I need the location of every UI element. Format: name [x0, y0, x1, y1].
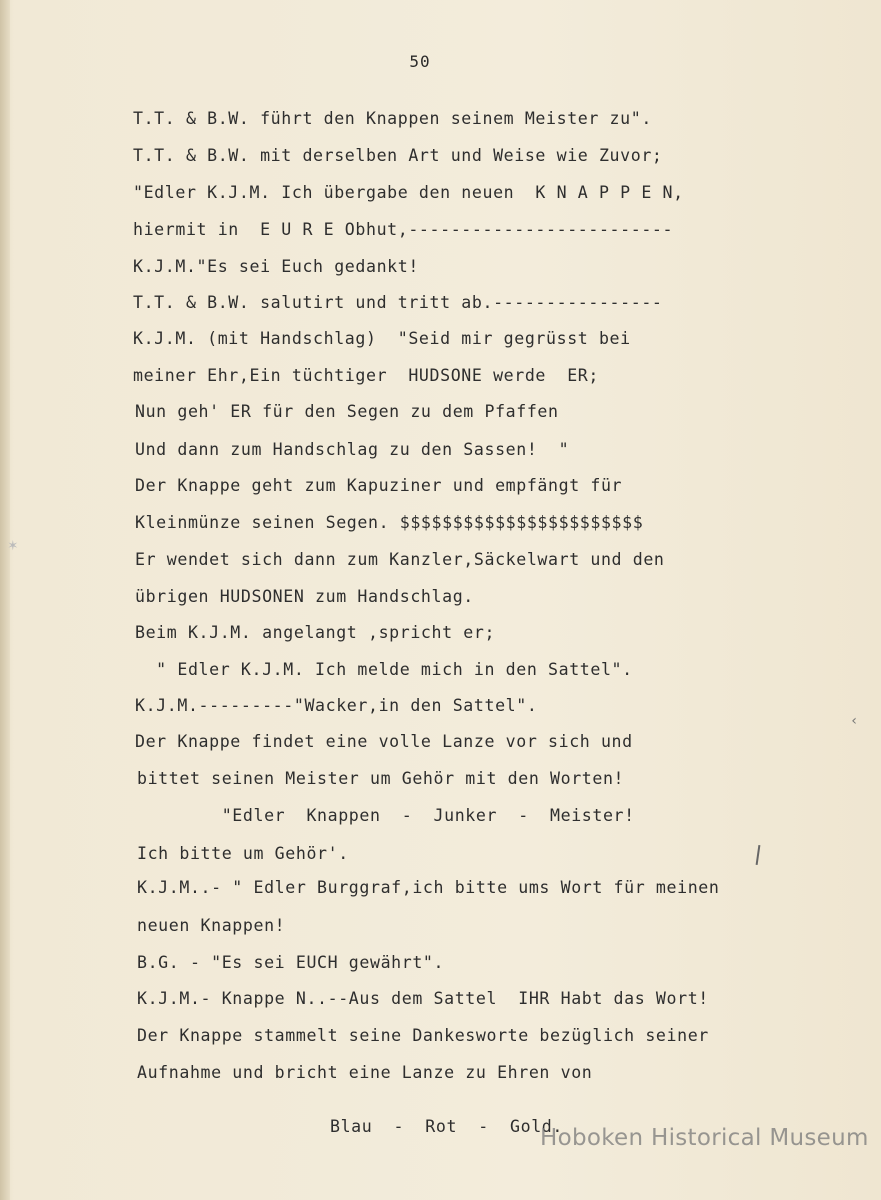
text-line: "Edler K.J.M. Ich übergabe den neuen K N A P P E N,: [133, 183, 684, 202]
text-line: Der Knappe findet eine volle Lanze vor sich und: [135, 732, 633, 751]
text-line: T.T. & B.W. führt den Knappen seinem Meister zu".: [133, 109, 652, 128]
text-line: neuen Knappen!: [137, 916, 286, 935]
text-line: T.T. & B.W. salutirt und tritt ab.----------------: [133, 293, 663, 312]
margin-mark-icon: ‹: [850, 713, 859, 729]
text-line: übrigen HUDSONEN zum Handschlag.: [135, 587, 474, 606]
text-line: "Edler Knappen - Junker - Meister!: [137, 806, 635, 825]
text-line: Beim K.J.M. angelangt ,spricht er;: [135, 623, 496, 642]
text-line: Kleinmünze seinen Segen. $$$$$$$$$$$$$$$$$$$$$$$: [135, 513, 644, 532]
text-line: Der Knappe stammelt seine Dankesworte bezüglich seiner: [137, 1026, 709, 1045]
text-line: Ich bitte um Gehör'.: [137, 844, 349, 863]
closing-line: Blau - Rot - Gold.: [330, 1117, 563, 1136]
margin-mark-icon: ✶: [8, 535, 18, 554]
page-left-edge: [0, 0, 10, 1200]
text-line: Nun geh' ER für den Segen zu dem Pfaffen: [135, 402, 559, 421]
text-line: hiermit in E U R E Obhut,-------------------------: [133, 220, 674, 239]
text-line: Der Knappe geht zum Kapuziner und empfängt für: [135, 476, 623, 495]
text-line: K.J.M."Es sei Euch gedankt!: [133, 257, 419, 276]
pencil-mark: [756, 845, 761, 865]
text-line: B.G. - "Es sei EUCH gewährt".: [137, 953, 445, 972]
text-line: K.J.M..- " Edler Burggraf,ich bitte ums Wort für meinen: [137, 878, 720, 897]
text-line: " Edler K.J.M. Ich melde mich in den Sattel".: [135, 660, 633, 679]
page-number: 50: [409, 52, 431, 71]
text-line: Aufnahme und bricht eine Lanze zu Ehren von: [137, 1063, 593, 1082]
text-line: meiner Ehr,Ein tüchtiger HUDSONE werde ER;: [133, 366, 599, 385]
text-line: Er wendet sich dann zum Kanzler,Säckelwart und den: [135, 550, 665, 569]
watermark: Hoboken Historical Museum: [540, 1125, 869, 1151]
text-line: K.J.M.---------"Wacker,in den Sattel".: [135, 696, 538, 715]
text-line: K.J.M.- Knappe N..--Aus dem Sattel IHR Habt das Wort!: [137, 989, 709, 1008]
text-line: K.J.M. (mit Handschlag) "Seid mir gegrüsst bei: [133, 329, 631, 348]
text-line: T.T. & B.W. mit derselben Art und Weise wie Zuvor;: [133, 146, 663, 165]
text-line: Und dann zum Handschlag zu den Sassen! ": [135, 440, 570, 459]
text-line: bittet seinen Meister um Gehör mit den Worten!: [137, 769, 625, 788]
